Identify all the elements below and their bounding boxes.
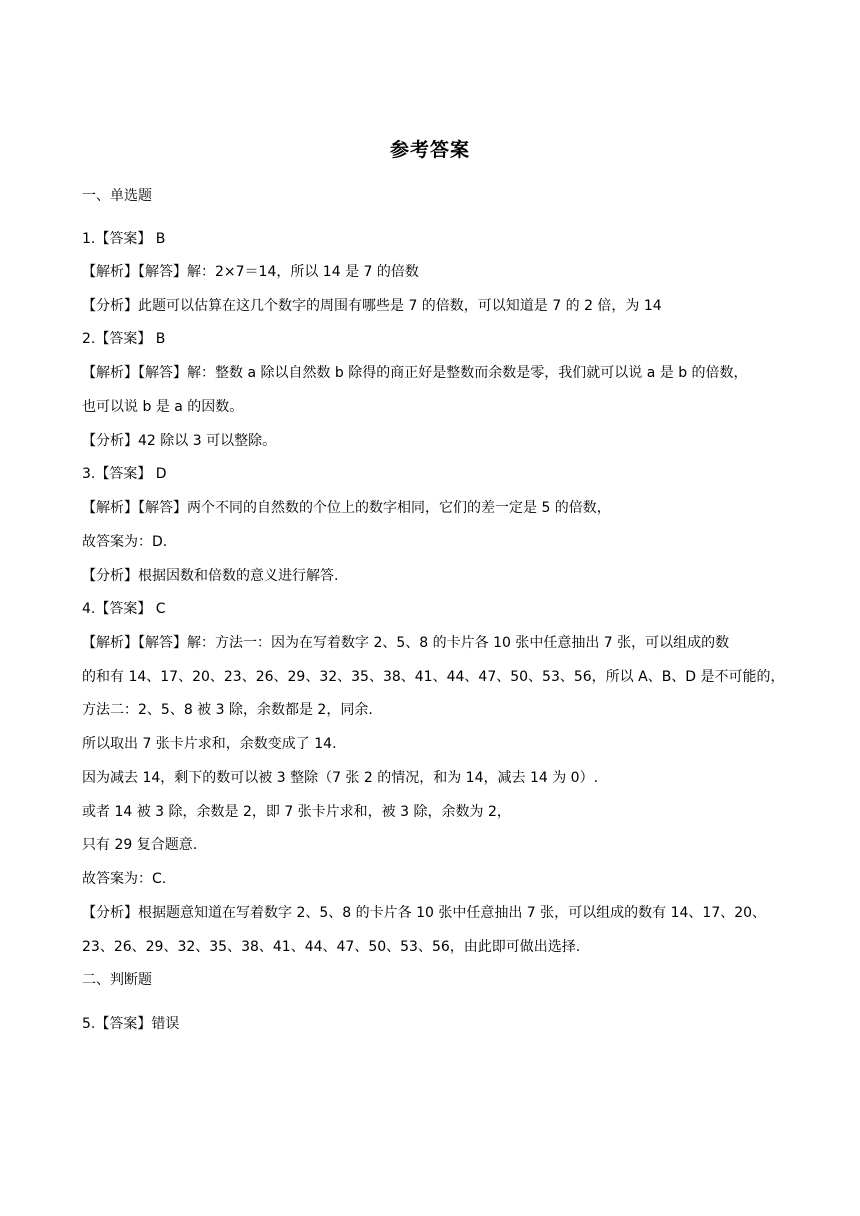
explanation-4-line-2: 的和有 14、17、20、23、26、29、32、35、38、41、44、47、50、53、56，所以 A、B、D 是不可能的， (82, 669, 785, 685)
analysis-4-line-1: 【分析】根据题意知道在写着数字 2、5、8 的卡片各 10 张中任意抽出 7 张，可以组成的数有 14、17、20、 (82, 905, 767, 921)
explanation-2-line-1: 【解析】【解答】解：整数 a 除以自然数 b 除得的商正好是整数而余数是零，我们就可以说 a 是 b 的倍数， (82, 365, 748, 381)
conclusion-4: 故答案为：C. (82, 871, 167, 887)
analysis-4-line-2: 23、26、29、32、35、38、41、44、47、50、53、56，由此即可做出选择. (82, 939, 581, 955)
explanation-1: 【解析】【解答】解：2×7＝14，所以 14 是 7 的倍数 (82, 264, 419, 280)
explanation-4-line-1: 【解析】【解答】解：方法一：因为在写着数字 2、5、8 的卡片各 10 张中任意抽出 7 张，可以组成的数 (82, 635, 730, 651)
explanation-4-line-5: 因为减去 14，剩下的数可以被 3 整除（7 张 2 的情况，和为 14，减去 14 为 0）. (82, 770, 599, 786)
answer-3: 3.【答案】 D (82, 466, 167, 482)
answer-2: 2.【答案】 B (82, 331, 166, 347)
analysis-1: 【分析】此题可以估算在这几个数字的周围有哪些是 7 的倍数，可以知道是 7 的 2 倍，为 14 (82, 298, 662, 314)
analysis-2: 【分析】42 除以 3 可以整除。 (82, 433, 277, 449)
section-heading-true-false: 二、判断题 (82, 972, 152, 988)
answer-5: 5.【答案】错误 (82, 1016, 180, 1032)
answer-4: 4.【答案】 C (82, 601, 166, 617)
answer-1: 1.【答案】 B (82, 231, 166, 247)
explanation-3: 【解析】【解答】两个不同的自然数的个位上的数字相同，它们的差一定是 5 的倍数， (82, 500, 611, 516)
explanation-4-line-6: 或者 14 被 3 除，余数是 2，即 7 张卡片求和，被 3 除，余数为 2， (82, 804, 511, 820)
page-title: 参考答案 (389, 139, 470, 161)
conclusion-3: 故答案为：D. (82, 534, 168, 550)
explanation-2-line-2: 也可以说 b 是 a 的因数。 (82, 399, 244, 415)
explanation-4-line-3: 方法二：2、5、8 被 3 除，余数都是 2，同余. (82, 702, 373, 718)
explanation-4-line-4: 所以取出 7 张卡片求和，余数变成了 14. (82, 736, 337, 752)
section-heading-single-choice: 一、单选题 (82, 188, 152, 204)
explanation-4-line-7: 只有 29 复合题意. (82, 837, 198, 853)
analysis-3: 【分析】根据因数和倍数的意义进行解答. (82, 568, 339, 584)
